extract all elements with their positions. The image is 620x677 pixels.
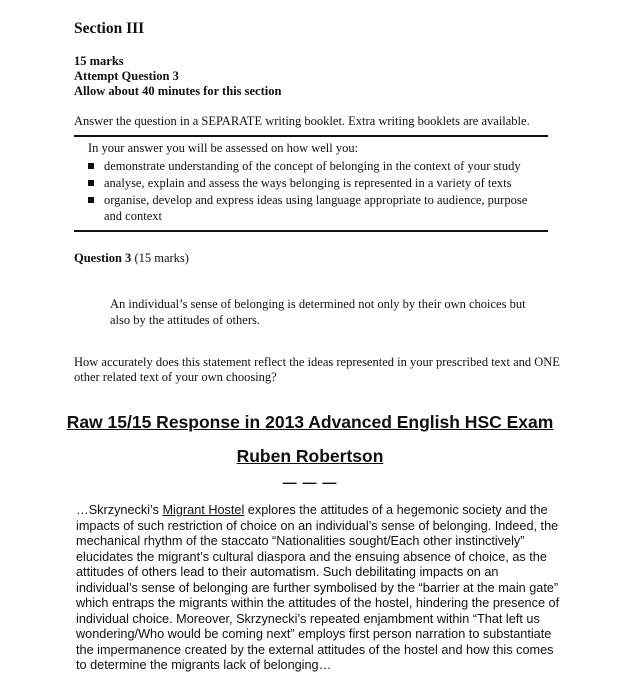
question-label: Question 3 (74, 251, 132, 265)
square-bullet-icon (88, 163, 94, 169)
assessment-intro: In your answer you will be assessed on how well you: (88, 141, 359, 155)
separator: — — — (282, 474, 338, 490)
response-title: Raw 15/15 Response in 2013 Advanced English HSC Exam (66, 412, 554, 432)
divider-top (74, 135, 548, 137)
divider-bottom (74, 230, 548, 232)
essay-prefix: …Skrzynecki’s (76, 503, 163, 517)
author-name: Ruben Robertson (236, 446, 384, 466)
question-quote: An individual’s sense of belonging is determined not only by their own choices but also by the attitudes of others. (110, 297, 526, 327)
section-title: Section III (74, 20, 145, 37)
essay-body: explores the attitudes of a hegemonic society and the impacts of such restriction of choice on an individual’s sense of belonging. Indeed, the mechanical rhythm of the staccato “Nationalities sought/Each other instinctively” elucidates the migrant’s cultural diaspora and the ensuing absence of choice, as the attitudes of others lead to their automatism. Such debilitating impacts on an individual’s sense of belonging are further symbolised by the “barrier at the main gate” which entraps the migrants within the attitudes of the hostel, hindering the presence of individual choice. Moreover, Skrzynecki’s repeated enjambment within “That left us wondering/Who would be coming next” employs first person narration to substantiate the impermanence created by the external attitudes of the hostel and how this comes to determine the migrants lack of belonging… (76, 503, 560, 672)
assessment-criterion-text: demonstrate understanding of the concept of belonging in the context of your study (104, 159, 521, 173)
section-attempt: Attempt Question 3 (74, 69, 179, 83)
question-prompt: How accurately does this statement reflect the ideas represented in your prescribed text and ONE other related text of your own choosing? (74, 355, 560, 384)
assessment-criterion-text: organise, develop and express ideas using language appropriate to audience, purpose and context (104, 193, 528, 223)
square-bullet-icon (88, 180, 94, 186)
assessment-criterion (88, 192, 544, 224)
section-marks: 15 marks (74, 54, 124, 68)
assessment-criterion (88, 158, 544, 174)
assessment-criterion (88, 175, 544, 191)
booklet-instruction: Answer the question in a SEPARATE writing booklet. Extra writing booklets are available. (74, 114, 530, 128)
essay-text-title: Migrant Hostel (162, 503, 245, 517)
question-marks: (15 marks) (134, 251, 189, 265)
section-time: Allow about 40 minutes for this section (74, 84, 282, 98)
assessment-criteria-list (88, 158, 544, 225)
question-heading (74, 251, 189, 266)
assessment-criterion-text: analyse, explain and assess the ways belonging is represented in a variety of texts (104, 176, 512, 190)
essay-excerpt (76, 503, 560, 674)
square-bullet-icon (88, 197, 94, 203)
section-header-details (74, 54, 281, 99)
